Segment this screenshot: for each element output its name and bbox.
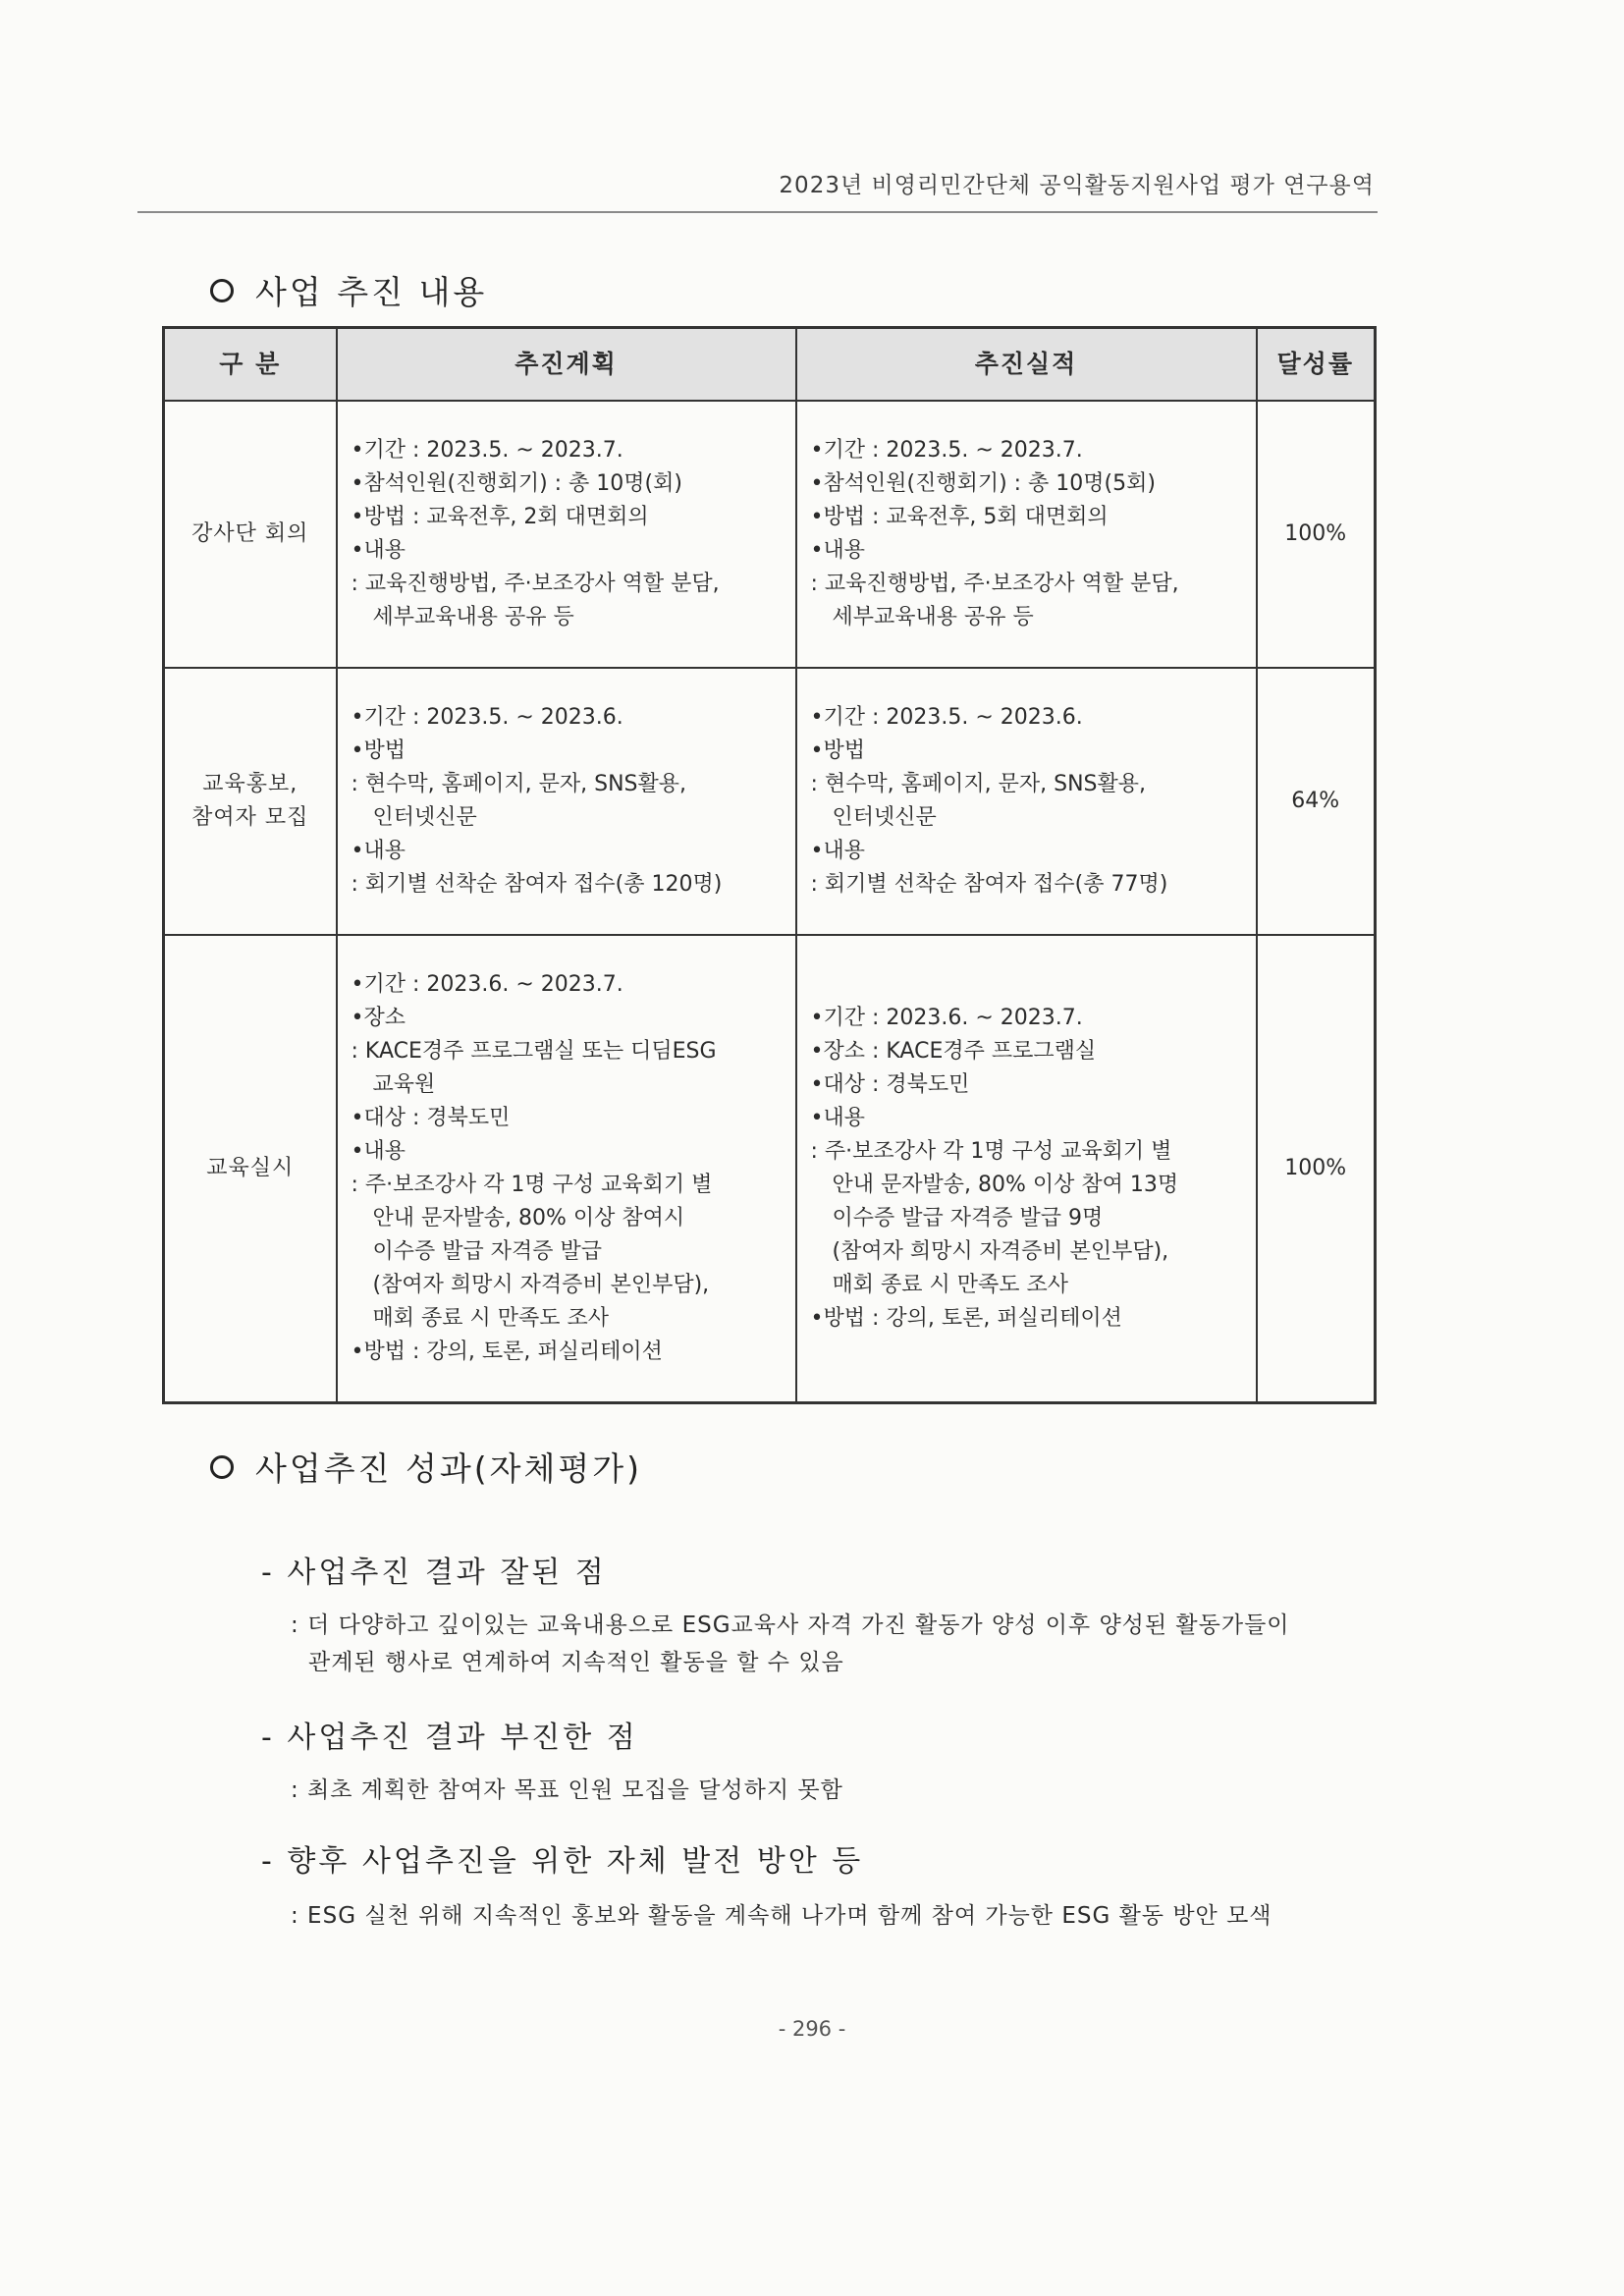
plan-line: 세부교육내용 공유 등 (372, 605, 574, 629)
plan-line: •방법 (351, 738, 406, 763)
result-line: •내용 (810, 538, 865, 563)
result-line: 세부교육내용 공유 등 (832, 605, 1034, 629)
section-title-text: 사업 추진 내용 (255, 273, 488, 311)
table-header-row (164, 328, 1376, 402)
header-divider (137, 211, 1378, 213)
plan-line: •기간 : 2023.6. ~ 2023.7. (351, 971, 623, 997)
plan-line: 인터넷신문 (372, 805, 477, 830)
plan-line: •내용 (351, 538, 406, 563)
document-header-title: 2023년 비영리민간단체 공익활동지원사업 평가 연구용역 (779, 173, 1375, 198)
table-row (164, 401, 1376, 668)
header-rate: 달성률 (1257, 328, 1376, 402)
result-line: •기간 : 2023.5. ~ 2023.6. (810, 705, 1083, 730)
subheading-strengths: - 사업추진 결과 잘된 점 (261, 1556, 607, 1590)
plan-line: : KACE경주 프로그램실 또는 디딤ESG (351, 1038, 717, 1064)
table-row (164, 935, 1376, 1402)
row-rate: 64% (1257, 668, 1376, 935)
plan-line: 교육원 (372, 1071, 436, 1097)
category-line: 참여자 모집 (191, 805, 309, 830)
progress-table (162, 326, 1377, 1404)
plan-line: •내용 (351, 839, 406, 863)
row-plan (337, 935, 796, 1402)
table-row (164, 668, 1376, 935)
plan-line: 이수증 발급 자격증 발급 (372, 1238, 603, 1264)
plan-line: •기간 : 2023.5. ~ 2023.6. (351, 705, 623, 730)
plan-line: : 주·보조강사 각 1명 구성 교육회기 별 (351, 1172, 713, 1197)
section-heading-progress (210, 267, 487, 313)
plan-line: •내용 (351, 1138, 406, 1164)
plan-line: : 회기별 선착순 참여자 접수(총 120명) (351, 872, 723, 897)
result-line: •방법 (810, 738, 865, 763)
page-number: - 296 - (778, 2017, 846, 2041)
result-line: : 현수막, 홈페이지, 문자, SNS활용, (810, 772, 1147, 796)
result-line: 이수증 발급 자격증 발급 9명 (832, 1205, 1104, 1230)
row-rate: 100% (1257, 935, 1376, 1402)
result-line: 인터넷신문 (832, 805, 937, 830)
result-line: •참석인원(진행회기) : 총 10명(5회) (810, 471, 1156, 496)
result-line: •내용 (810, 839, 865, 863)
row-result (796, 935, 1257, 1402)
result-line: •방법 : 강의, 토론, 퍼실리테이션 (810, 1305, 1122, 1331)
result-line: •방법 : 교육전후, 5회 대면회의 (810, 505, 1109, 529)
header-result: 추진실적 (796, 328, 1257, 402)
plan-line: •대상 : 경북도민 (351, 1105, 511, 1130)
section-heading-evaluation (210, 1444, 642, 1490)
plan-line: 안내 문자발송, 80% 이상 참여시 (372, 1205, 685, 1230)
section-title-text: 사업추진 성과(자체평가) (255, 1449, 643, 1488)
result-line: : 주·보조강사 각 1명 구성 교육회기 별 (810, 1138, 1172, 1164)
result-line: •장소 : KACE경주 프로그램실 (810, 1038, 1097, 1064)
plan-line: •참석인원(진행회기) : 총 10명(회) (351, 471, 682, 496)
header-plan: 추진계획 (337, 328, 796, 402)
row-plan (337, 668, 796, 935)
subheading-weaknesses: - 사업추진 결과 부진한 점 (261, 1721, 638, 1755)
plan-line: : 교육진행방법, 주·보조강사 역할 분담, (351, 572, 720, 596)
result-line: 안내 문자발송, 80% 이상 참여 13명 (832, 1172, 1179, 1197)
row-category (164, 668, 337, 935)
result-line: 매회 종료 시 만족도 조사 (832, 1272, 1068, 1297)
row-result (796, 401, 1257, 668)
plan-line: 매회 종료 시 만족도 조사 (372, 1305, 609, 1331)
paragraph-improvements: : ESG 실천 위해 지속적인 홍보와 활동을 계속해 나가며 함께 참여 가능한 ESG 활동 방안 모색 (291, 1903, 1272, 1929)
plan-line: •기간 : 2023.5. ~ 2023.7. (351, 438, 623, 463)
category-line: 교육홍보, (202, 772, 298, 796)
paragraph-line: 관계된 행사로 연계하여 지속적인 활동을 할 수 있음 (308, 1650, 844, 1675)
row-result (796, 668, 1257, 935)
row-plan (337, 401, 796, 668)
result-line: •내용 (810, 1105, 865, 1130)
plan-line: •장소 (351, 1005, 406, 1030)
category-line: 교육실시 (206, 1155, 295, 1180)
paragraph-strengths (291, 1607, 1380, 1681)
plan-line: •방법 : 강의, 토론, 퍼실리테이션 (351, 1339, 663, 1364)
circle-bullet-icon (210, 279, 234, 302)
circle-bullet-icon (210, 1455, 234, 1479)
result-line: •대상 : 경북도민 (810, 1071, 970, 1097)
row-category (164, 935, 337, 1402)
paragraph-weaknesses: : 최초 계획한 참여자 목표 인원 모집을 달성하지 못함 (291, 1777, 843, 1803)
result-line: : 교육진행방법, 주·보조강사 역할 분담, (810, 572, 1179, 596)
result-line: : 회기별 선착순 참여자 접수(총 77명) (810, 872, 1168, 897)
subheading-improvements: - 향후 사업추진을 위한 자체 발전 방안 등 (261, 1844, 864, 1879)
row-rate: 100% (1257, 401, 1376, 668)
plan-line: (참여자 희망시 자격증비 본인부담), (372, 1272, 710, 1297)
result-line: (참여자 희망시 자격증비 본인부담), (832, 1238, 1169, 1264)
header-category: 구 분 (164, 328, 337, 402)
paragraph-line: : 더 다양하고 깊이있는 교육내용으로 ESG교육사 자격 가진 활동가 양성 이후 양성된 활동가들이 (291, 1613, 1290, 1638)
result-line: •기간 : 2023.5. ~ 2023.7. (810, 438, 1083, 463)
category-line: 강사단 회의 (191, 521, 309, 546)
result-line: •기간 : 2023.6. ~ 2023.7. (810, 1005, 1083, 1030)
row-category (164, 401, 337, 668)
plan-line: : 현수막, 홈페이지, 문자, SNS활용, (351, 772, 687, 796)
plan-line: •방법 : 교육전후, 2회 대면회의 (351, 505, 649, 529)
